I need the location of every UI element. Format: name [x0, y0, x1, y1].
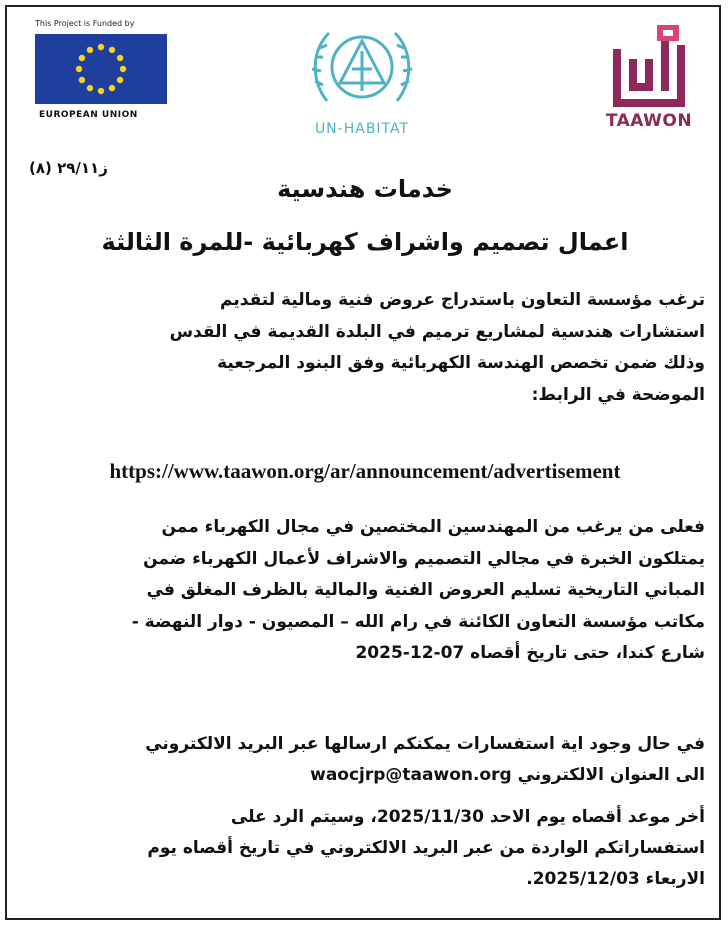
- eu-star-icon: [117, 55, 123, 61]
- text-line: المباني التاريخية تسليم العروض الفنية والمالية بالظرف المغلق في: [146, 580, 705, 600]
- text-line: وذلك ضمن تخصص الهندسة الكهربائية وفق البنود المرجعية: [217, 353, 705, 373]
- paragraph-intro: [25, 285, 705, 411]
- eu-star-icon: [120, 66, 126, 72]
- unhabitat-logo: [302, 21, 422, 137]
- reference-number: ز٢٩/١١ (٨): [29, 159, 108, 177]
- taawon-label: TAAWON: [605, 111, 693, 131]
- paragraph-submission: [25, 512, 705, 670]
- text-line: الى العنوان الالكتروني waocjrp@taawon.org: [310, 765, 705, 785]
- eu-star-icon: [109, 85, 115, 91]
- announcement-link[interactable]: https://www.taawon.org/ar/announcement/advertisement: [109, 459, 621, 483]
- text-line: يمتلكون الخبرة في مجالي التصميم والاشراف لأعمال الكهرباء ضمن: [143, 548, 705, 569]
- text-line: فعلى من يرغب من المهندسين المختصين في مجال الكهرباء ممن: [161, 517, 705, 537]
- text-line: مكاتب مؤسسة التعاون الكائنة في رام الله – المصيون - دوار النهضة -: [131, 611, 705, 632]
- eu-star-icon: [76, 66, 82, 72]
- text-line: استفساراتكم الواردة من عبر البريد الالكتروني في تاريخ أقصاه يوم: [147, 838, 705, 858]
- text-line: الاربعاء 2025/12/03.: [526, 869, 705, 889]
- unhabitat-label: UN-HABITAT: [314, 121, 410, 137]
- text-line: الموضحة في الرابط:: [531, 384, 705, 405]
- eu-label: EUROPEAN UNION: [39, 110, 138, 120]
- eu-star-icon: [98, 88, 104, 94]
- page-subtitle: اعمال تصميم واشراف كهربائية -للمرة الثالثة: [101, 228, 629, 256]
- taawon-logo: [601, 23, 697, 131]
- page-title: خدمات هندسية: [277, 175, 453, 203]
- eu-logo: [33, 19, 181, 120]
- paragraph-inquiries: [25, 729, 705, 791]
- eu-star-icon: [79, 55, 85, 61]
- text-line: شارع كندا، حتى تاريخ أقصاه 07-12-2025: [355, 643, 705, 663]
- paragraph-deadline: [25, 802, 705, 895]
- eu-star-icon: [79, 77, 85, 83]
- eu-funded-text: This Project is Funded by: [35, 19, 135, 28]
- eu-star-icon: [109, 47, 115, 53]
- text-line: استشارات هندسية لمشاريع ترميم في البلدة القديمة في القدس: [169, 321, 705, 342]
- logo-header: [7, 7, 723, 157]
- eu-star-icon: [98, 44, 104, 50]
- taawon-emblem-icon: [607, 23, 691, 109]
- text-line: في حال وجود اية استفسارات يمكنكم ارسالها عبر البريد الالكتروني: [145, 734, 705, 754]
- unhabitat-emblem-icon: [307, 21, 417, 113]
- text-line: ترغب مؤسسة التعاون باستدراج عروض فنية ومالية لتقديم: [220, 290, 705, 310]
- eu-star-icon: [87, 85, 93, 91]
- advertisement-frame: [5, 5, 721, 920]
- text-line: أخر موعد أقصاه يوم الاحد 2025/11/30، وسيتم الرد على: [230, 807, 705, 827]
- eu-star-icon: [117, 77, 123, 83]
- eu-star-icon: [87, 47, 93, 53]
- eu-flag-icon: [35, 34, 167, 104]
